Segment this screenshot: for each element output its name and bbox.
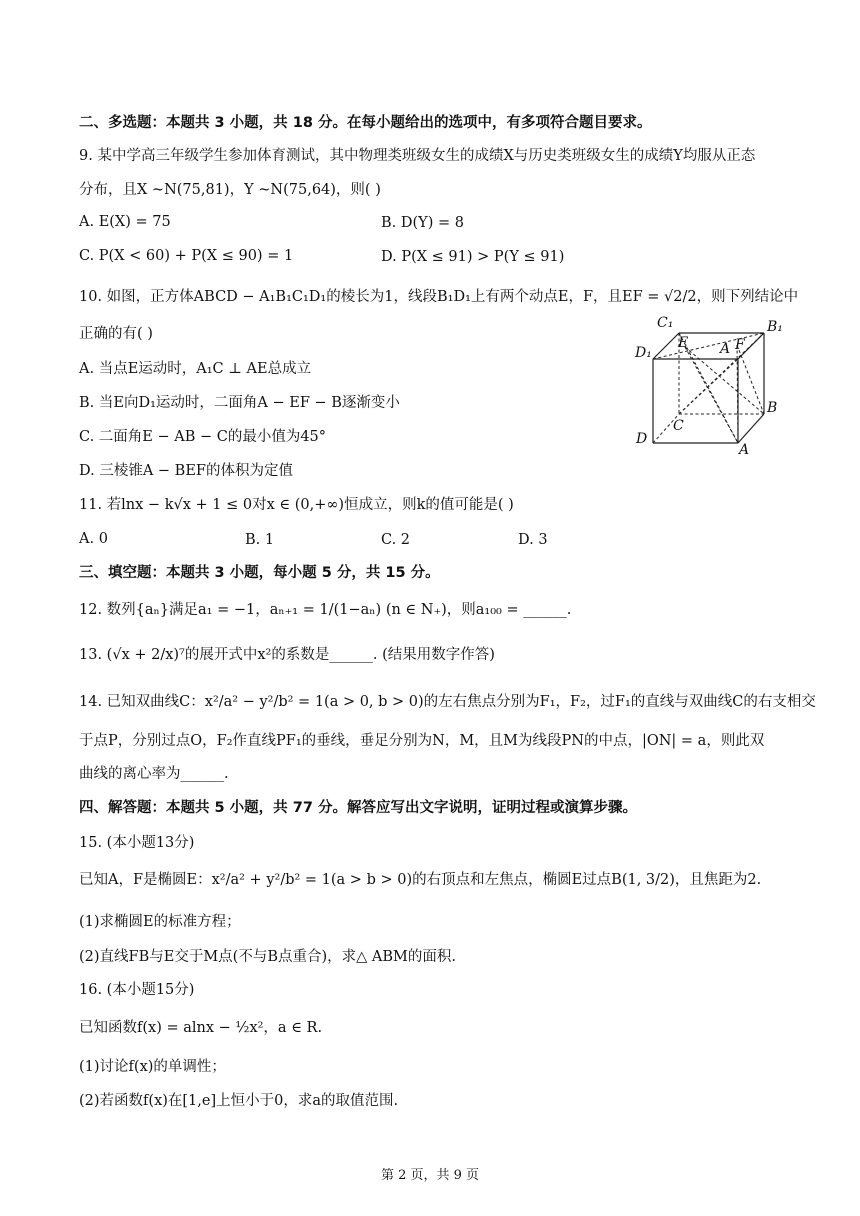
q9-option-c: C. P(X < 60) + P(X ≤ 90) = 1 <box>79 248 294 264</box>
q11-option-c: C. 2 <box>381 532 411 548</box>
q10-option-b: B. 当E向D₁运动时，二面角A − EF − B逐渐变小 <box>79 395 400 411</box>
q9-option-d: D. P(X ≤ 91) > P(Y ≤ 91) <box>381 249 565 265</box>
label-e: E <box>678 335 689 351</box>
q10-line2: 正确的有( ) <box>79 326 153 342</box>
q9-option-b: B. D(Y) = 8 <box>381 215 464 231</box>
q11-option-a: A. 0 <box>79 531 108 547</box>
q15-stem: 已知A，F是椭圆E：x²/a² + y²/b² = 1(a > b > 0)的右顶点和左焦点，椭圆E过点B(1, 3/2)，且焦距为2. <box>79 872 762 888</box>
q15-part2: (2)直线FB与E交于M点(不与B点重合)，求△ ABM的面积. <box>79 949 456 965</box>
label-a1: A <box>720 341 731 357</box>
q13: 13. (√x + 2/x)⁷的展开式中x²的系数是______. (结果用数字作答) <box>79 647 495 663</box>
label-c1: C₁ <box>657 315 674 331</box>
page-footer: 第 2 页，共 9 页 <box>380 1168 480 1183</box>
q14-line2: 于点P，分别过点O，F₂作直线PF₁的垂线，垂足分别为N，M，且M为线段PN的中点，|ON| = a，则此双 <box>79 733 765 749</box>
q14-line1: 14. 已知双曲线C：x²/a² − y²/b² = 1(a > 0, b > 0)的左右焦点分别为F₁，F₂，过F₁的直线与双曲线C的右支相交 <box>79 694 816 710</box>
q9-line2: 分布，且X ~N(75,81)，Y ~N(75,64)，则( ) <box>79 182 381 198</box>
q15-part1: (1)求椭圆E的标准方程； <box>79 914 241 930</box>
label-c: C <box>673 418 684 434</box>
label-b1: B₁ <box>767 319 783 335</box>
q14-line3: 曲线的离心率为______. <box>79 766 229 782</box>
q11-option-b: B. 1 <box>245 532 275 548</box>
section2-heading: 二、多选题：本题共 3 小题，共 18 分。在每小题给出的选项中，有多项符合题目要求。 <box>79 115 652 131</box>
q16-part2: (2)若函数f(x)在[1,e]上恒小于0，求a的取值范围. <box>79 1093 399 1109</box>
label-a: A <box>739 442 750 458</box>
label-f: F <box>735 337 745 353</box>
q16-title: 16. (本小题15分) <box>79 982 195 998</box>
q11-option-d: D. 3 <box>518 532 548 548</box>
section3-heading: 三、填空题：本题共 3 小题，每小题 5 分，共 15 分。 <box>79 565 440 581</box>
q15-title: 15. (本小题13分) <box>79 835 195 851</box>
q16-part1: (1)讨论f(x)的单调性； <box>79 1059 226 1075</box>
q16-stem: 已知函数f(x) = alnx − ½x²，a ∈ R. <box>79 1020 323 1036</box>
q10-line1: 10. 如图，正方体ABCD − A₁B₁C₁D₁的棱长为1，线段B₁D₁上有两个动点E，F，且EF = √2/2，则下列结论中 <box>79 289 799 305</box>
q9-line1: 9. 某中学高三年级学生参加体育测试，其中物理类班级女生的成绩X与历史类班级女生的成绩Y均服从正态 <box>79 148 756 164</box>
cube-figure <box>633 313 783 458</box>
label-d1: D₁ <box>635 345 652 361</box>
label-d: D <box>636 431 648 447</box>
label-b: B <box>767 400 778 416</box>
q9-option-a: A. E(X) = 75 <box>79 214 171 230</box>
q10-option-c: C. 二面角E − AB − C的最小值为45° <box>79 429 327 445</box>
q10-option-a: A. 当点E运动时，A₁C ⊥ AE总成立 <box>79 361 312 377</box>
q11-line1: 11. 若lnx − k√x + 1 ≤ 0对x ∈ (0,+∞)恒成立，则k的值可能是( ) <box>79 497 514 513</box>
q12: 12. 数列{aₙ}满足a₁ = −1，aₙ₊₁ = 1/(1−aₙ) (n ∈ N₊)，则a₁₀₀ = ______. <box>79 602 572 618</box>
q10-option-d: D. 三棱锥A − BEF的体积为定值 <box>79 463 293 479</box>
section4-heading: 四、解答题：本题共 5 小题，共 77 分。解答应写出文字说明，证明过程或演算步骤。 <box>79 800 637 816</box>
